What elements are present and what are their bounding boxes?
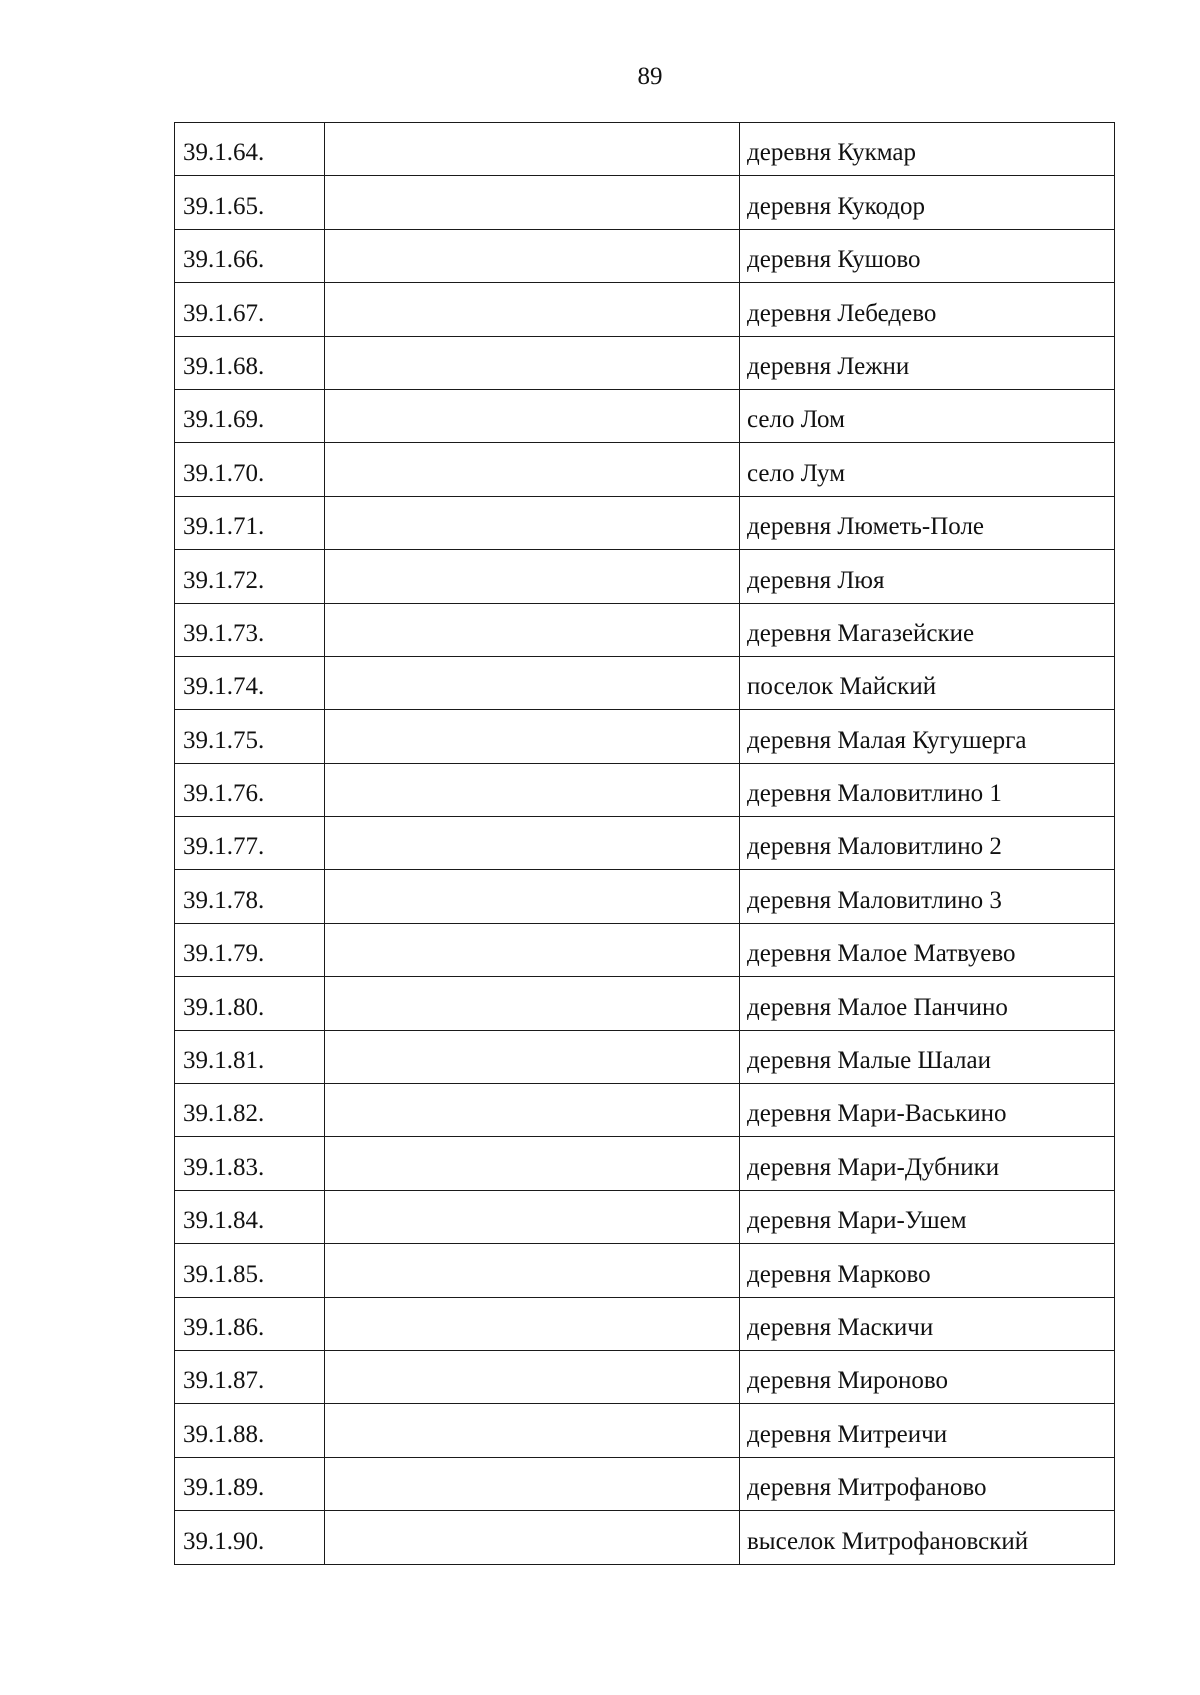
row-code-cell: 39.1.83.	[175, 1137, 325, 1190]
row-empty-cell	[325, 336, 740, 389]
row-empty-cell	[325, 1244, 740, 1297]
row-code-cell: 39.1.73.	[175, 603, 325, 656]
row-empty-cell	[325, 283, 740, 336]
row-settlement-name-cell: деревня Митреичи	[740, 1404, 1115, 1457]
row-code-cell: 39.1.71.	[175, 496, 325, 549]
table-row	[175, 550, 1115, 603]
row-settlement-name-cell: деревня Кушово	[740, 229, 1115, 282]
row-code-cell: 39.1.89.	[175, 1457, 325, 1510]
row-settlement-name-cell: деревня Маскичи	[740, 1297, 1115, 1350]
row-empty-cell	[325, 1297, 740, 1350]
table-row	[175, 1030, 1115, 1083]
row-settlement-name-cell: деревня Люметь-Поле	[740, 496, 1115, 549]
row-empty-cell	[325, 1030, 740, 1083]
table-row	[175, 1084, 1115, 1137]
row-empty-cell	[325, 229, 740, 282]
table-row	[175, 1457, 1115, 1510]
row-code-cell: 39.1.68.	[175, 336, 325, 389]
row-settlement-name-cell: деревня Люя	[740, 550, 1115, 603]
row-empty-cell	[325, 923, 740, 976]
row-code-cell: 39.1.90.	[175, 1511, 325, 1564]
row-empty-cell	[325, 977, 740, 1030]
row-empty-cell	[325, 763, 740, 816]
table-row	[175, 1190, 1115, 1243]
row-code-cell: 39.1.82.	[175, 1084, 325, 1137]
row-settlement-name-cell: деревня Маловитлино 2	[740, 817, 1115, 870]
table-row	[175, 496, 1115, 549]
table-row	[175, 1511, 1115, 1564]
row-code-cell: 39.1.76.	[175, 763, 325, 816]
row-settlement-name-cell: деревня Малое Панчино	[740, 977, 1115, 1030]
table-row	[175, 977, 1115, 1030]
row-code-cell: 39.1.86.	[175, 1297, 325, 1350]
row-settlement-name-cell: деревня Мари-Васькино	[740, 1084, 1115, 1137]
row-code-cell: 39.1.87.	[175, 1350, 325, 1403]
table-row	[175, 443, 1115, 496]
row-empty-cell	[325, 1404, 740, 1457]
row-code-cell: 39.1.84.	[175, 1190, 325, 1243]
page-number: 89	[637, 63, 663, 90]
row-settlement-name-cell: деревня Лежни	[740, 336, 1115, 389]
row-settlement-name-cell: деревня Мари-Дубники	[740, 1137, 1115, 1190]
row-empty-cell	[325, 496, 740, 549]
row-code-cell: 39.1.79.	[175, 923, 325, 976]
row-empty-cell	[325, 710, 740, 763]
row-code-cell: 39.1.78.	[175, 870, 325, 923]
row-code-cell: 39.1.67.	[175, 283, 325, 336]
row-settlement-name-cell: деревня Мари-Ушем	[740, 1190, 1115, 1243]
row-code-cell: 39.1.85.	[175, 1244, 325, 1297]
row-empty-cell	[325, 176, 740, 229]
row-settlement-name-cell: село Лум	[740, 443, 1115, 496]
row-code-cell: 39.1.77.	[175, 817, 325, 870]
row-empty-cell	[325, 656, 740, 709]
table-row	[175, 1350, 1115, 1403]
table-row	[175, 123, 1115, 176]
row-empty-cell	[325, 870, 740, 923]
row-empty-cell	[325, 1511, 740, 1564]
row-empty-cell	[325, 1457, 740, 1510]
table-row	[175, 1137, 1115, 1190]
settlements-table	[174, 122, 1115, 1565]
row-settlement-name-cell: деревня Митрофаново	[740, 1457, 1115, 1510]
row-empty-cell	[325, 550, 740, 603]
row-empty-cell	[325, 1190, 740, 1243]
row-settlement-name-cell: деревня Малая Кугушерга	[740, 710, 1115, 763]
row-settlement-name-cell: деревня Магазейские	[740, 603, 1115, 656]
table-row	[175, 656, 1115, 709]
table-row	[175, 817, 1115, 870]
row-settlement-name-cell: выселок Митрофановский	[740, 1511, 1115, 1564]
row-code-cell: 39.1.75.	[175, 710, 325, 763]
table-row	[175, 603, 1115, 656]
row-empty-cell	[325, 817, 740, 870]
table-row	[175, 229, 1115, 282]
table-row	[175, 923, 1115, 976]
table-row	[175, 389, 1115, 442]
row-empty-cell	[325, 603, 740, 656]
table-row	[175, 1297, 1115, 1350]
row-settlement-name-cell: деревня Кукмар	[740, 123, 1115, 176]
row-settlement-name-cell: деревня Маловитлино 1	[740, 763, 1115, 816]
row-settlement-name-cell: деревня Кукодор	[740, 176, 1115, 229]
row-empty-cell	[325, 1084, 740, 1137]
table-row	[175, 1404, 1115, 1457]
row-code-cell: 39.1.70.	[175, 443, 325, 496]
row-settlement-name-cell: деревня Малое Матвуево	[740, 923, 1115, 976]
row-empty-cell	[325, 123, 740, 176]
settlements-table-wrapper	[174, 122, 1115, 1565]
row-code-cell: 39.1.65.	[175, 176, 325, 229]
row-code-cell: 39.1.72.	[175, 550, 325, 603]
row-empty-cell	[325, 443, 740, 496]
table-row	[175, 870, 1115, 923]
row-settlement-name-cell: поселок Майский	[740, 656, 1115, 709]
row-code-cell: 39.1.69.	[175, 389, 325, 442]
row-settlement-name-cell: деревня Маловитлино 3	[740, 870, 1115, 923]
table-body	[175, 123, 1115, 1565]
row-settlement-name-cell: деревня Малые Шалаи	[740, 1030, 1115, 1083]
table-row	[175, 336, 1115, 389]
table-row	[175, 710, 1115, 763]
row-empty-cell	[325, 1350, 740, 1403]
row-settlement-name-cell: деревня Мироново	[740, 1350, 1115, 1403]
row-code-cell: 39.1.88.	[175, 1404, 325, 1457]
row-code-cell: 39.1.66.	[175, 229, 325, 282]
row-code-cell: 39.1.80.	[175, 977, 325, 1030]
row-empty-cell	[325, 1137, 740, 1190]
row-settlement-name-cell: деревня Марково	[740, 1244, 1115, 1297]
row-code-cell: 39.1.74.	[175, 656, 325, 709]
row-empty-cell	[325, 389, 740, 442]
row-code-cell: 39.1.81.	[175, 1030, 325, 1083]
row-code-cell: 39.1.64.	[175, 123, 325, 176]
table-row	[175, 176, 1115, 229]
table-row	[175, 1244, 1115, 1297]
table-row	[175, 283, 1115, 336]
row-settlement-name-cell: деревня Лебедево	[740, 283, 1115, 336]
table-row	[175, 763, 1115, 816]
row-settlement-name-cell: село Лом	[740, 389, 1115, 442]
